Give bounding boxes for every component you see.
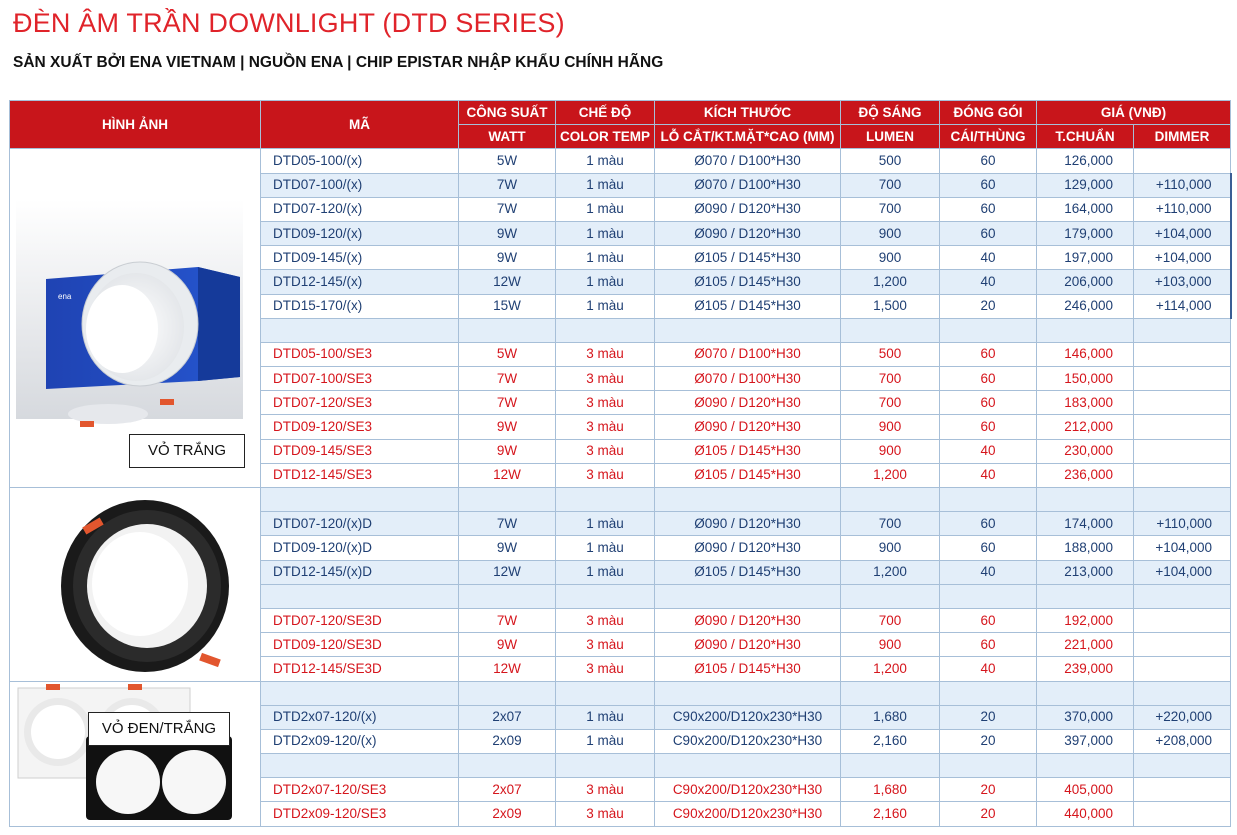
cell-watt: 9W <box>459 439 556 463</box>
cell-mode: 3 màu <box>556 415 655 439</box>
cell-lumen: 700 <box>841 608 940 632</box>
table-row <box>10 149 1231 173</box>
cell-dimmer: +110,000 <box>1134 512 1231 536</box>
cell-code: DTD07-100/SE3 <box>261 367 459 391</box>
cell-dimmer: +208,000 <box>1134 729 1231 753</box>
cell-dimmer: +110,000 <box>1134 173 1231 197</box>
cell-dimmer <box>1134 318 1231 342</box>
header-do-sang: ĐỘ SÁNG <box>841 101 940 125</box>
cell-lumen: 2,160 <box>841 802 940 826</box>
cell-price: 246,000 <box>1037 294 1134 318</box>
cell-code: DTD2x09-120/(x) <box>261 729 459 753</box>
cell-watt <box>459 584 556 608</box>
cell-code: DTD12-145/SE3 <box>261 463 459 487</box>
table-row-spacer <box>10 488 1231 512</box>
cell-lumen: 700 <box>841 391 940 415</box>
cell-dimmer <box>1134 657 1231 681</box>
cell-dimmer <box>1134 488 1231 512</box>
cell-size <box>655 584 841 608</box>
cell-pack: 60 <box>940 367 1037 391</box>
cell-dimmer <box>1134 439 1231 463</box>
cell-dimmer <box>1134 342 1231 366</box>
cell-price <box>1037 488 1134 512</box>
cell-code: DTD12-145/(x) <box>261 270 459 294</box>
cell-pack: 60 <box>940 221 1037 245</box>
cell-price: 212,000 <box>1037 415 1134 439</box>
cell-mode: 3 màu <box>556 391 655 415</box>
cell-watt: 9W <box>459 633 556 657</box>
cell-mode: 1 màu <box>556 246 655 270</box>
cell-lumen: 2,160 <box>841 729 940 753</box>
page-subtitle: SẢN XUẤT BỞI ENA VIETNAM | NGUỒN ENA | CHIP EPISTAR NHẬP KHẨU CHÍNH HÃNG <box>13 54 664 71</box>
header-hinh-anh: HÌNH ẢNH <box>10 101 261 149</box>
price-table-body <box>10 149 1231 826</box>
cell-lumen: 500 <box>841 149 940 173</box>
cell-size: Ø090 / D120*H30 <box>655 512 841 536</box>
cell-pack: 20 <box>940 729 1037 753</box>
cell-price: 188,000 <box>1037 536 1134 560</box>
cell-price: 183,000 <box>1037 391 1134 415</box>
cell-pack: 20 <box>940 802 1037 826</box>
cell-watt: 9W <box>459 246 556 270</box>
product-image-cell-2 <box>10 488 261 682</box>
cell-size: Ø070 / D100*H30 <box>655 342 841 366</box>
cell-mode: 3 màu <box>556 463 655 487</box>
cell-watt: 7W <box>459 173 556 197</box>
cell-pack: 40 <box>940 270 1037 294</box>
header-watt: WATT <box>459 125 556 149</box>
cell-pack <box>940 584 1037 608</box>
cell-size: Ø105 / D145*H30 <box>655 657 841 681</box>
cell-pack: 60 <box>940 512 1037 536</box>
cell-mode <box>556 488 655 512</box>
cell-dimmer: +104,000 <box>1134 536 1231 560</box>
cell-pack: 40 <box>940 246 1037 270</box>
cell-size: Ø105 / D145*H30 <box>655 463 841 487</box>
cell-watt: 7W <box>459 391 556 415</box>
page-title: ĐÈN ÂM TRẦN DOWNLIGHT (DTD SERIES) <box>13 8 565 38</box>
cell-code: DTD07-120/(x)D <box>261 512 459 536</box>
cell-lumen <box>841 681 940 705</box>
cell-watt: 5W <box>459 342 556 366</box>
cell-size <box>655 681 841 705</box>
cell-dimmer <box>1134 681 1231 705</box>
cell-price: 146,000 <box>1037 342 1134 366</box>
cell-code: DTD05-100/(x) <box>261 149 459 173</box>
cell-mode: 1 màu <box>556 729 655 753</box>
cell-lumen: 900 <box>841 633 940 657</box>
cell-watt: 9W <box>459 415 556 439</box>
cell-code <box>261 681 459 705</box>
cell-mode: 3 màu <box>556 657 655 681</box>
header-cong-suat: CÔNG SUẤT <box>459 101 556 125</box>
cell-watt <box>459 488 556 512</box>
cell-pack: 60 <box>940 633 1037 657</box>
cell-lumen <box>841 318 940 342</box>
cell-code: DTD09-120/(x) <box>261 221 459 245</box>
cell-lumen: 700 <box>841 512 940 536</box>
cell-price <box>1037 754 1134 778</box>
header-dimmer: DIMMER <box>1134 125 1231 149</box>
cell-size: Ø090 / D120*H30 <box>655 391 841 415</box>
cell-size: Ø105 / D145*H30 <box>655 560 841 584</box>
header-cai-thung: CÁI/THÙNG <box>940 125 1037 149</box>
cell-price: 440,000 <box>1037 802 1134 826</box>
cell-watt: 2x09 <box>459 802 556 826</box>
cell-watt <box>459 318 556 342</box>
cell-dimmer <box>1134 463 1231 487</box>
cell-pack: 40 <box>940 657 1037 681</box>
cell-price <box>1037 318 1134 342</box>
cell-mode: 1 màu <box>556 270 655 294</box>
cell-code: DTD12-145/(x)D <box>261 560 459 584</box>
cell-lumen: 900 <box>841 415 940 439</box>
header-lumen: LUMEN <box>841 125 940 149</box>
cell-watt: 5W <box>459 149 556 173</box>
cell-dimmer <box>1134 754 1231 778</box>
cell-code: DTD05-100/SE3 <box>261 342 459 366</box>
cell-price <box>1037 681 1134 705</box>
cell-watt: 9W <box>459 536 556 560</box>
product-image-cell-1 <box>10 149 261 488</box>
cell-size: Ø070 / D100*H30 <box>655 367 841 391</box>
cell-dimmer <box>1134 367 1231 391</box>
cell-watt: 7W <box>459 367 556 391</box>
cell-lumen: 1,200 <box>841 560 940 584</box>
cell-lumen: 1,200 <box>841 463 940 487</box>
cell-watt <box>459 754 556 778</box>
cell-pack <box>940 488 1037 512</box>
cell-price: 126,000 <box>1037 149 1134 173</box>
cell-lumen: 900 <box>841 439 940 463</box>
cell-size: Ø105 / D145*H30 <box>655 294 841 318</box>
cell-mode: 1 màu <box>556 512 655 536</box>
cell-lumen <box>841 584 940 608</box>
cell-pack <box>940 754 1037 778</box>
cell-pack: 40 <box>940 439 1037 463</box>
cell-price: 179,000 <box>1037 221 1134 245</box>
cell-mode <box>556 754 655 778</box>
cell-mode: 3 màu <box>556 367 655 391</box>
cell-mode: 1 màu <box>556 705 655 729</box>
cell-watt: 7W <box>459 197 556 221</box>
cell-price: 197,000 <box>1037 246 1134 270</box>
cell-mode: 1 màu <box>556 536 655 560</box>
cell-code: DTD2x07-120/SE3 <box>261 778 459 802</box>
cell-dimmer <box>1134 802 1231 826</box>
cell-watt: 7W <box>459 608 556 632</box>
cell-size: Ø105 / D145*H30 <box>655 270 841 294</box>
cell-price: 230,000 <box>1037 439 1134 463</box>
cell-lumen <box>841 754 940 778</box>
cell-size: Ø070 / D100*H30 <box>655 149 841 173</box>
cell-price: 129,000 <box>1037 173 1134 197</box>
cell-code <box>261 318 459 342</box>
cell-price: 405,000 <box>1037 778 1134 802</box>
cell-code <box>261 584 459 608</box>
cell-mode: 1 màu <box>556 294 655 318</box>
cell-code: DTD09-145/(x) <box>261 246 459 270</box>
cell-mode <box>556 318 655 342</box>
cell-dimmer <box>1134 415 1231 439</box>
cell-lumen: 700 <box>841 197 940 221</box>
cell-lumen: 1,200 <box>841 270 940 294</box>
cell-pack: 60 <box>940 608 1037 632</box>
cell-pack <box>940 681 1037 705</box>
cell-dimmer <box>1134 608 1231 632</box>
cell-dimmer <box>1134 391 1231 415</box>
cell-code <box>261 488 459 512</box>
header-kich-thuoc: KÍCH THƯỚC <box>655 101 841 125</box>
image-label-vo-trang: VỎ TRẮNG <box>129 434 245 468</box>
cell-lumen <box>841 488 940 512</box>
cell-price: 164,000 <box>1037 197 1134 221</box>
cell-price: 239,000 <box>1037 657 1134 681</box>
cell-code: DTD07-120/SE3 <box>261 391 459 415</box>
cell-code: DTD2x09-120/SE3 <box>261 802 459 826</box>
cell-mode: 3 màu <box>556 439 655 463</box>
cell-watt: 7W <box>459 512 556 536</box>
cell-mode: 3 màu <box>556 342 655 366</box>
cell-mode: 3 màu <box>556 802 655 826</box>
image-label-vo-den-trang: VỎ ĐEN/TRẮNG <box>88 712 230 746</box>
cell-size: Ø105 / D145*H30 <box>655 439 841 463</box>
cell-dimmer: +114,000 <box>1134 294 1231 318</box>
cell-code: DTD09-120/SE3D <box>261 633 459 657</box>
cell-code <box>261 754 459 778</box>
cell-size: Ø090 / D120*H30 <box>655 536 841 560</box>
cell-watt: 15W <box>459 294 556 318</box>
cell-pack: 60 <box>940 342 1037 366</box>
cell-dimmer <box>1134 584 1231 608</box>
cell-pack: 40 <box>940 560 1037 584</box>
header-gia: GIÁ (VNĐ) <box>1037 101 1231 125</box>
cell-size: C90x200/D120x230*H30 <box>655 705 841 729</box>
cell-dimmer: +220,000 <box>1134 705 1231 729</box>
cell-dimmer <box>1134 149 1231 173</box>
cell-watt: 12W <box>459 270 556 294</box>
cell-mode: 1 màu <box>556 560 655 584</box>
header-che-do: CHẾ ĐỘ <box>556 101 655 125</box>
cell-size: Ø105 / D145*H30 <box>655 246 841 270</box>
cell-size: Ø070 / D100*H30 <box>655 173 841 197</box>
svg-text:ena: ena <box>58 292 72 302</box>
cell-price: 213,000 <box>1037 560 1134 584</box>
cell-code: DTD09-145/SE3 <box>261 439 459 463</box>
cell-pack: 60 <box>940 149 1037 173</box>
cell-watt: 9W <box>459 221 556 245</box>
cell-mode: 1 màu <box>556 149 655 173</box>
cell-lumen: 1,200 <box>841 657 940 681</box>
cell-size: Ø090 / D120*H30 <box>655 221 841 245</box>
cell-price: 174,000 <box>1037 512 1134 536</box>
price-sheet <box>9 100 1230 828</box>
cell-price: 397,000 <box>1037 729 1134 753</box>
cell-pack: 60 <box>940 197 1037 221</box>
cell-code: DTD12-145/SE3D <box>261 657 459 681</box>
cell-code: DTD07-100/(x) <box>261 173 459 197</box>
cell-pack: 60 <box>940 173 1037 197</box>
price-table <box>9 100 1232 827</box>
cell-price: 370,000 <box>1037 705 1134 729</box>
cell-code: DTD2x07-120/(x) <box>261 705 459 729</box>
cell-mode: 1 màu <box>556 197 655 221</box>
cell-size <box>655 754 841 778</box>
cell-size: Ø090 / D120*H30 <box>655 633 841 657</box>
cell-mode: 1 màu <box>556 221 655 245</box>
cell-size: Ø090 / D120*H30 <box>655 197 841 221</box>
double-downlight-image <box>10 682 260 826</box>
black-downlight-image <box>10 488 260 681</box>
cell-lumen: 1,680 <box>841 705 940 729</box>
white-downlight-image <box>10 149 260 487</box>
cell-lumen: 900 <box>841 246 940 270</box>
cell-watt: 12W <box>459 560 556 584</box>
cell-pack: 40 <box>940 463 1037 487</box>
cell-size: Ø090 / D120*H30 <box>655 415 841 439</box>
product-image-cell-3 <box>10 681 261 826</box>
cell-pack: 60 <box>940 536 1037 560</box>
table-row-spacer <box>10 681 1231 705</box>
cell-pack: 60 <box>940 415 1037 439</box>
cell-size: C90x200/D120x230*H30 <box>655 802 841 826</box>
cell-mode: 1 màu <box>556 173 655 197</box>
cell-code: DTD07-120/SE3D <box>261 608 459 632</box>
cell-pack: 20 <box>940 294 1037 318</box>
cell-lumen: 900 <box>841 221 940 245</box>
cell-code: DTD09-120/SE3 <box>261 415 459 439</box>
cell-dimmer <box>1134 778 1231 802</box>
cell-mode: 3 màu <box>556 778 655 802</box>
cell-dimmer <box>1134 633 1231 657</box>
cell-lumen: 700 <box>841 173 940 197</box>
cell-mode <box>556 584 655 608</box>
header-t-chuan: T.CHUẨN <box>1037 125 1134 149</box>
cell-lumen: 700 <box>841 367 940 391</box>
cell-dimmer: +104,000 <box>1134 560 1231 584</box>
cell-size: Ø090 / D120*H30 <box>655 608 841 632</box>
cell-mode: 3 màu <box>556 608 655 632</box>
cell-lumen: 1,500 <box>841 294 940 318</box>
cell-price <box>1037 584 1134 608</box>
cell-lumen: 1,680 <box>841 778 940 802</box>
cell-pack: 20 <box>940 778 1037 802</box>
cell-price: 206,000 <box>1037 270 1134 294</box>
cell-lumen: 500 <box>841 342 940 366</box>
cell-lumen: 900 <box>841 536 940 560</box>
cell-price: 150,000 <box>1037 367 1134 391</box>
cell-code: DTD07-120/(x) <box>261 197 459 221</box>
cell-pack: 60 <box>940 391 1037 415</box>
cell-pack <box>940 318 1037 342</box>
cell-price: 192,000 <box>1037 608 1134 632</box>
cell-price: 236,000 <box>1037 463 1134 487</box>
cell-dimmer: +103,000 <box>1134 270 1231 294</box>
cell-code: DTD09-120/(x)D <box>261 536 459 560</box>
cell-size <box>655 488 841 512</box>
cell-mode: 3 màu <box>556 633 655 657</box>
header-ma: MÃ <box>261 101 459 149</box>
cell-watt: 12W <box>459 657 556 681</box>
header-lo-cat: LỖ CẮT/KT.MẶT*CAO (MM) <box>655 125 841 149</box>
header-dong-goi: ĐÓNG GÓI <box>940 101 1037 125</box>
cell-code: DTD15-170/(x) <box>261 294 459 318</box>
header-color-temp: COLOR TEMP <box>556 125 655 149</box>
cell-dimmer: +110,000 <box>1134 197 1231 221</box>
cell-mode <box>556 681 655 705</box>
cell-watt: 12W <box>459 463 556 487</box>
cell-size: C90x200/D120x230*H30 <box>655 778 841 802</box>
cell-watt: 2x07 <box>459 705 556 729</box>
cell-size <box>655 318 841 342</box>
cell-price: 221,000 <box>1037 633 1134 657</box>
cell-watt <box>459 681 556 705</box>
cell-watt: 2x09 <box>459 729 556 753</box>
cell-size: C90x200/D120x230*H30 <box>655 729 841 753</box>
cell-pack: 20 <box>940 705 1037 729</box>
cell-watt: 2x07 <box>459 778 556 802</box>
cell-dimmer: +104,000 <box>1134 246 1231 270</box>
cell-dimmer: +104,000 <box>1134 221 1231 245</box>
